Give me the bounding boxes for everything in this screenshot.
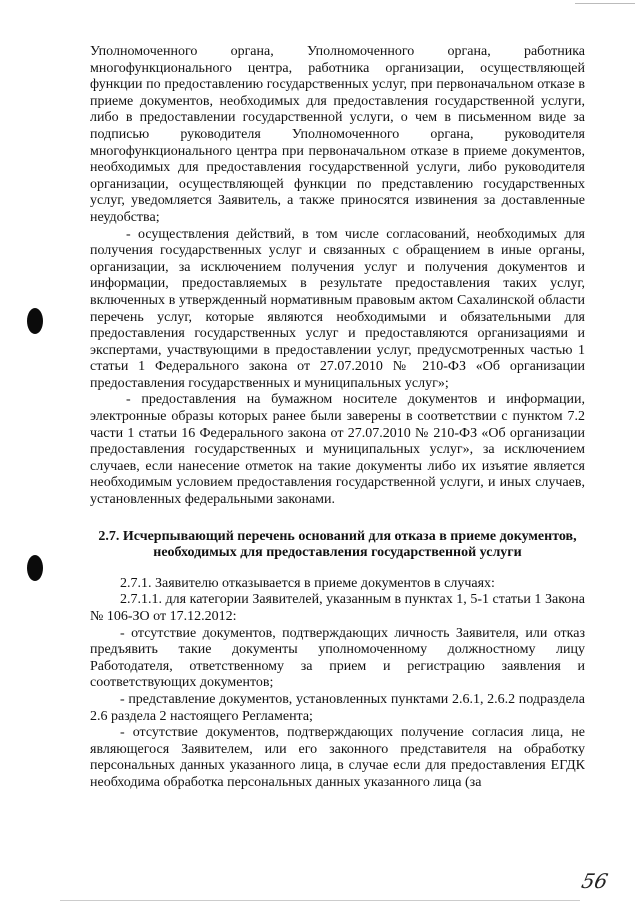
section-heading: 2.7. Исчерпывающий перечень оснований для отказа в приеме документов, необходимых для предоставления государственной услуги [98,528,577,561]
punch-hole [27,555,43,581]
paragraph: 2.7.1. Заявителю отказывается в приеме документов в случаях: [120,575,495,591]
paragraph: - представление документов, установленных пунктами 2.6.1, 2.6.2 подраздела 2.6 раздела 2 настоящего Регламента; [90,691,585,724]
paragraph: - отсутствие документов, подтверждающих получение согласия лица, не являющегося Заявителем, или его законного представителя на обработку персональных данных указанного лица, в случае если для предоставления ЕГДК необходима обработка персональных данных указанного лица (за [90,725,585,790]
scan-edge-line [575,3,635,4]
paragraph: - отсутствие документов, подтверждающих личность Заявителя, или отказ предъявить такие документы уполномоченному должностному лицу Работодателя, ответственному за прием и регистрацию заявления и соответствующих документов; [90,625,585,691]
page-number: 56 [578,869,610,893]
paragraph: - предоставления на бумажном носителе документов и информации, электронные образы которых ранее были заверены в соответствии с пунктом 7.2 части 1 статьи 16 Федерального закона от 27.07.2010 № 210-ФЗ «Об организации предоставления государственных и муниципальных услуг», за исключением случаев, если нанесение отметок на такие документы либо их изъятие является необходимым условием предоставления государственной услуги, и иных случаев, установленных федеральными законами. [90,392,585,508]
paragraph: Уполномоченного органа, Уполномоченного органа, работника многофункционального центра, работника организации, осуществляющей функции по предоставлению государственных услуг, при первоначальном отказе в приеме документов, необходимых для предоставления государственной услуги, либо в предоставлении государственной услуги, о чем в письменном виде за подписью руководителя Уполномоченного органа, руководителя многофункционального центра при первоначальном отказе в приеме документов, необходимых для предоставления государственной услуги, либо руководителя организации, осуществляющей функции по представлению государственных услуг, уведомляется Заявитель, а также приносятся извинения за доставленные неудобства; [90,44,585,225]
scan-edge-line [60,900,580,901]
punch-hole [27,308,43,334]
paragraph: 2.7.1.1. для категории Заявителей, указанным в пунктах 1, 5-1 статьи 1 Закона № 106-ЗО от 17.12.2012: [90,592,585,624]
document-body [90,44,585,792]
paragraph: - осуществления действий, в том числе согласований, необходимых для получения государственных услуг и связанных с обращением в иные органы, организации, за исключением получения услуг и получения документов и информации, предоставляемых в результате предоставления таких услуг, включенных в утвержденный нормативным правовым актом Сахалинской области перечень услуг, которые являются необходимыми и обязательными для предоставления государственных услуг и предоставляются организациями и экспертами, участвующими в предоставлении услуг, предусмотренных частью 1 статьи 1 Федерального закона от 27.07.2010 № 210-ФЗ «Об организации предоставления государственных и муниципальных услуг»; [90,226,585,391]
